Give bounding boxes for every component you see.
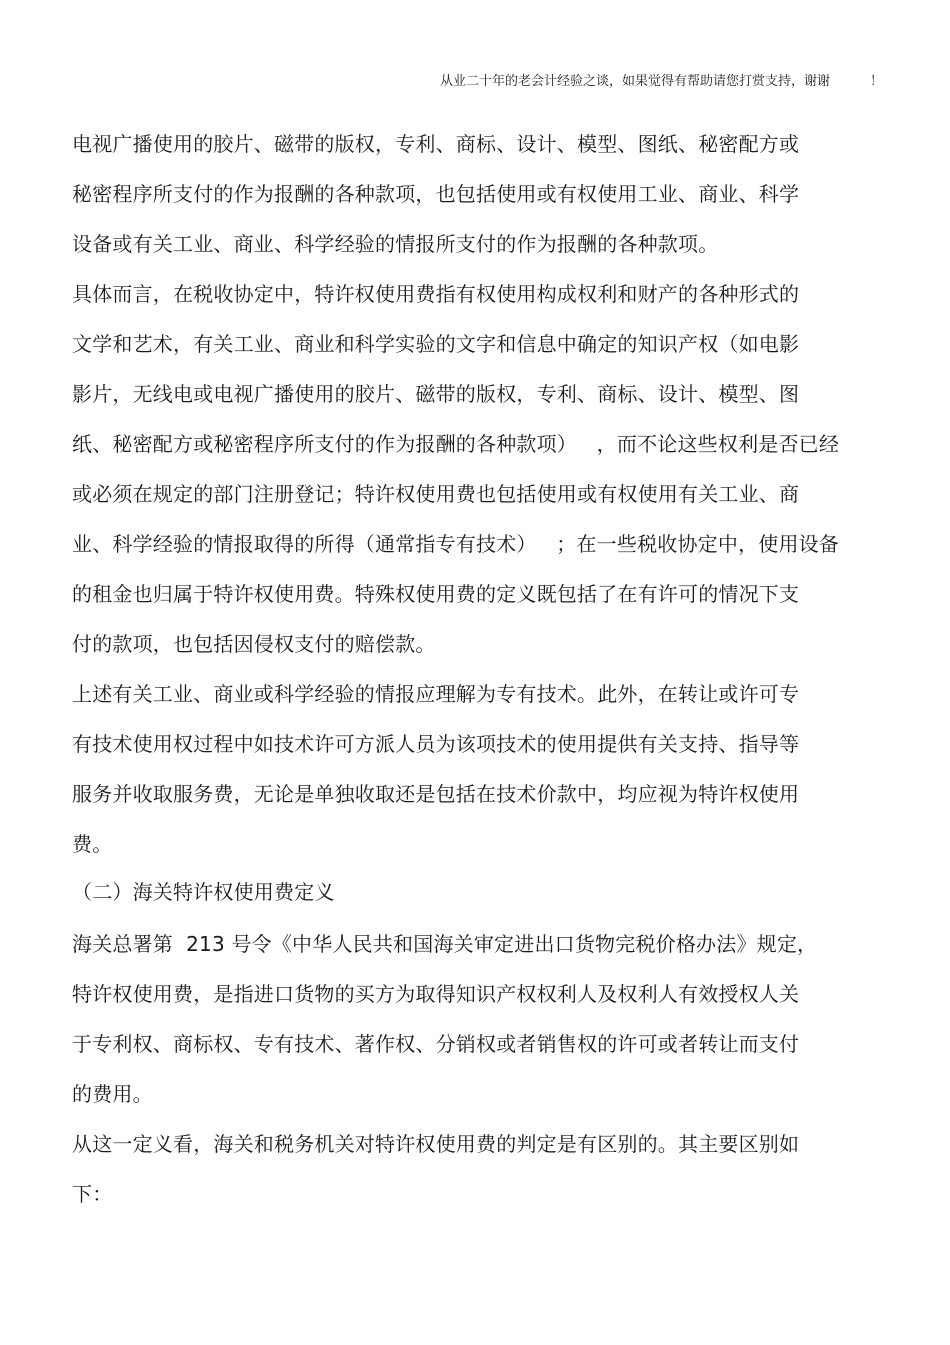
- text-line: 海关总署第 213 号令《中华人民共和国海关审定进出口货物完税价格办法》规定，: [72, 932, 818, 956]
- header-note: 从业二十年的老会计经验之谈，如果觉得有帮助请您打赏支持，谢谢: [440, 74, 831, 89]
- text-line: 的费用。: [72, 1082, 153, 1106]
- header-exclaim: ！: [870, 74, 884, 89]
- text-line: 文学和艺术，有关工业、商业和科学实验的文字和信息中确定的知识产权（如电影: [72, 332, 800, 356]
- text-line: 或必须在规定的部门注册登记；特许权使用费也包括使用或有权使用有关工业、商: [72, 482, 800, 506]
- text-line: 从这一定义看，海关和税务机关对特许权使用费的判定是有区别的。其主要区别如: [72, 1132, 800, 1156]
- text-line: 服务并收取服务费，无论是单独收取还是包括在技术价款中，均应视为特许权使用: [72, 782, 800, 806]
- text-line: 影片，无线电或电视广播使用的胶片、磁带的版权，专利、商标、设计、模型、图: [72, 382, 800, 406]
- text-line: 业、科学经验的情报取得的所得（通常指专有技术） ；在一些税收协定中，使用设备: [72, 532, 840, 556]
- text-line: 具体而言，在税收协定中，特许权使用费指有权使用构成权利和财产的各种形式的: [72, 282, 800, 306]
- text-line: 费。: [72, 832, 113, 856]
- text-line: 上述有关工业、商业或科学经验的情报应理解为专有技术。此外，在转让或许可专: [72, 682, 800, 706]
- text-line: 于专利权、商标权、专有技术、著作权、分销权或者销售权的许可或者转让而支付: [72, 1032, 800, 1056]
- text-line: 电视广播使用的胶片、磁带的版权，专利、商标、设计、模型、图纸、秘密配方或: [72, 132, 800, 156]
- text-line: 有技术使用权过程中如技术许可方派人员为该项技术的使用提供有关支持、指导等: [72, 732, 800, 756]
- text-line: 纸、秘密配方或秘密程序所支付的作为报酬的各种款项） ，而不论这些权利是否已经: [72, 432, 840, 456]
- text-line: 下：: [72, 1182, 113, 1206]
- text-line: 秘密程序所支付的作为报酬的各种款项，也包括使用或有权使用工业、商业、科学: [72, 182, 800, 206]
- text-line: 特许权使用费，是指进口货物的买方为取得知识产权权利人及权利人有效授权人关: [72, 982, 800, 1006]
- section-heading: （二）海关特许权使用费定义: [72, 880, 335, 904]
- text-line: 付的款项，也包括因侵权支付的赔偿款。: [72, 632, 436, 656]
- text-line: 设备或有关工业、商业、科学经验的情报所支付的作为报酬的各种款项。: [72, 232, 719, 256]
- text-line: 的租金也归属于特许权使用费。特殊权使用费的定义既包括了在有许可的情况下支: [72, 582, 800, 606]
